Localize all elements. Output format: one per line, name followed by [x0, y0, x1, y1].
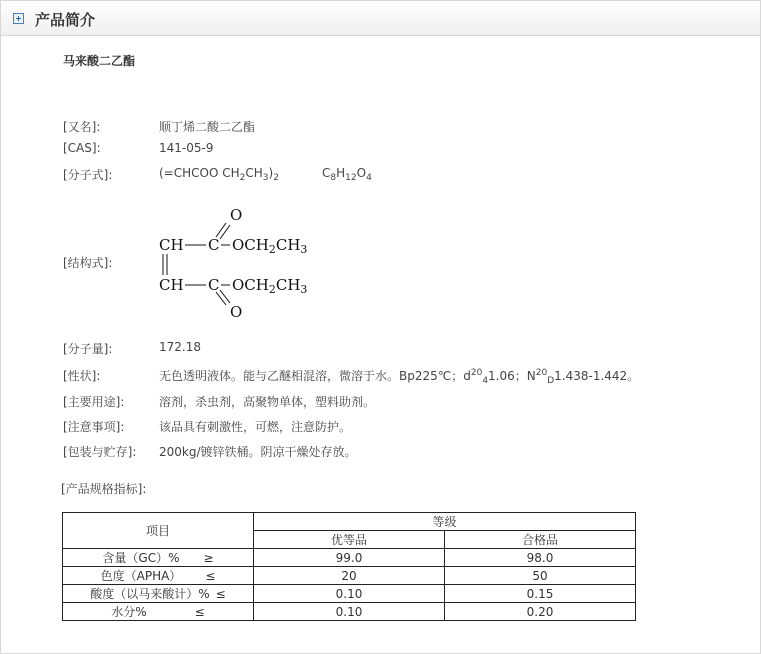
spec-value-qualified: 98.0	[445, 549, 636, 567]
alias-label: [又名]:	[63, 120, 101, 134]
table-row	[63, 567, 636, 585]
c-bottom: C	[208, 276, 220, 294]
condensed-formula: (=CHCOO $CH_2CH_3)_2$	[159, 166, 279, 183]
ester-top: $OCH_2CH_3$	[232, 236, 308, 256]
double-bond-top-a	[216, 223, 226, 237]
spec-table	[62, 512, 636, 621]
properties-value: 无色透明液体。能与乙醚相混溶，微溶于水。Bp225℃；$d^{20}_41.06$；$N^{20}_D1.438-1.442$。	[159, 368, 640, 386]
grade-qualified: 合格品	[445, 531, 636, 549]
alias-value: 顺丁烯二酸二乙酯	[159, 120, 256, 134]
uses-label: [主要用途]:	[63, 395, 125, 409]
cas-label: [CAS]:	[63, 141, 101, 155]
mw-value: 172.18	[159, 340, 201, 354]
grade-header: 等级	[254, 513, 636, 531]
carbonyl-o-bottom: O	[230, 303, 243, 321]
notes-label: [注意事项]:	[63, 420, 125, 434]
spec-item: 水分% ≤	[63, 603, 254, 621]
spec-label: [产品规格指标]:	[61, 482, 147, 496]
structural-formula	[151, 199, 351, 324]
expand-icon[interactable]	[13, 13, 24, 24]
spec-item: 酸度（以马来酸计）% ≤	[63, 585, 254, 603]
double-bond-bottom-a	[216, 292, 226, 305]
molecular-formula: $C_8H_{12}O_4$	[322, 166, 372, 183]
ch-bottom: CH	[159, 276, 184, 294]
spec-item: 色度（APHA） ≤	[63, 567, 254, 585]
grade-premium: 优等品	[254, 531, 445, 549]
properties-label: [性状]:	[63, 369, 101, 383]
formula-label: [分子式]:	[63, 168, 113, 182]
spec-value-qualified: 0.15	[445, 585, 636, 603]
double-bond-bottom-b	[220, 290, 230, 303]
table-row	[63, 585, 636, 603]
structure-label: [结构式]:	[63, 256, 113, 270]
spec-value-premium: 20	[254, 567, 445, 585]
carbonyl-o-top: O	[230, 206, 243, 224]
notes-value: 该品具有刺激性，可燃，注意防护。	[159, 420, 352, 434]
product-name: 马来酸二乙酯	[63, 54, 136, 68]
mw-label: [分子量]:	[63, 342, 113, 356]
spec-header-row	[63, 513, 636, 531]
double-bond-top-b	[220, 225, 230, 239]
spec-value-premium: 0.10	[254, 585, 445, 603]
panel-header	[1, 1, 760, 36]
table-row	[63, 603, 636, 621]
panel-title: 产品简介	[35, 11, 96, 29]
spec-item: 含量（GC）% ≥	[63, 549, 254, 567]
ester-bottom: $OCH_2CH_3$	[232, 276, 308, 296]
spec-value-premium: 99.0	[254, 549, 445, 567]
storage-value: 200kg/镀锌铁桶。阴凉干燥处存放。	[159, 445, 357, 459]
uses-value: 溶剂，杀虫剂，高聚物单体，塑料助剂。	[159, 395, 376, 409]
spec-value-premium: 0.10	[254, 603, 445, 621]
cas-value: 141-05-9	[159, 141, 214, 155]
table-row	[63, 549, 636, 567]
item-header: 项目	[63, 513, 254, 549]
c-top: C	[208, 236, 220, 254]
spec-value-qualified: 0.20	[445, 603, 636, 621]
ch-top: CH	[159, 236, 184, 254]
storage-label: [包装与贮存]:	[63, 445, 137, 459]
spec-value-qualified: 50	[445, 567, 636, 585]
